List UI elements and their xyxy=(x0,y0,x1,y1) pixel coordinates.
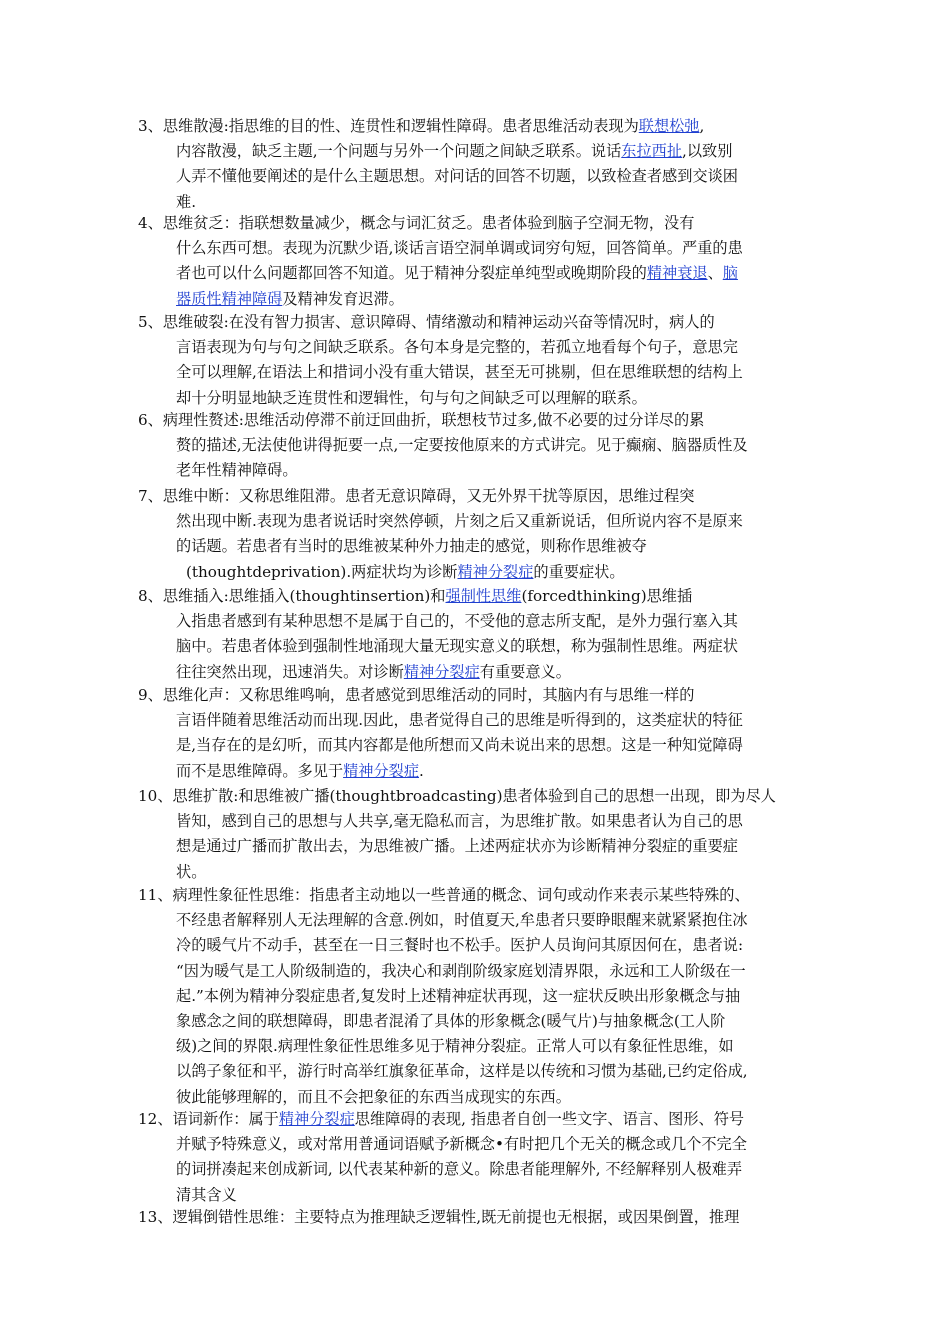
text-run: 的词拼凑起来创成新词, 以代表某种新的意义。除患者能理解外, 不经解释别人极难弄 xyxy=(176,1160,743,1179)
item-text-line xyxy=(138,733,828,758)
list-item xyxy=(138,584,828,685)
text-run: 有重要意义。 xyxy=(479,662,571,681)
term-link[interactable]: 强制性思维 xyxy=(445,587,522,605)
item-text-line xyxy=(138,959,828,984)
term-link[interactable]: 精神分裂症 xyxy=(457,562,534,581)
item-text-line xyxy=(138,261,828,286)
item-text-line xyxy=(138,509,828,534)
item-text-line xyxy=(138,139,828,164)
text-run: 9、思维化声：又称思维鸣响，患者感觉到思维活动的同时，其脑内有与思维一样的 xyxy=(138,686,695,704)
text-run: (thoughtdeprivation).两症状均为诊断 xyxy=(186,562,458,581)
text-run: 的话题。若患者有当时的思维被某种外力抽走的感觉，则称作思维被夺 xyxy=(176,537,647,556)
text-run: 6、病理性赘述:思维活动停滞不前迂回曲折，联想枝节过多,做不必要的过分详尽的累 xyxy=(138,411,705,429)
text-run: 却十分明显地缺乏连贯性和逻辑性，句与句之间缺乏可以理解的联系。 xyxy=(176,388,647,407)
text-run: 内容散漫，缺乏主题,一个问题与另外一个问题之间缺乏联系。说话 xyxy=(176,142,622,161)
item-heading-line xyxy=(138,1205,828,1230)
text-run: 入指患者感到有某种思想不是属于自己的，不受他的意志所支配，是外力强行塞入其 xyxy=(176,612,738,631)
item-text-line xyxy=(138,1183,828,1208)
text-run: 12、语词新作：属于 xyxy=(138,1110,279,1128)
item-text-line xyxy=(138,708,828,733)
text-run: . xyxy=(419,761,424,780)
item-text-line xyxy=(138,1157,828,1182)
text-run: 难. xyxy=(176,192,197,211)
text-run: 老年性精神障碍。 xyxy=(176,461,298,480)
text-run: 以鸽子象征和平，游行时高举红旗象征革命，这样是以传统和习惯为基础,已约定俗成, xyxy=(176,1062,748,1081)
text-run: 言语伴随着思维活动而出现.因此，患者觉得自己的思维是听得到的，这类症状的特征 xyxy=(176,711,743,730)
text-run: 状。 xyxy=(176,862,207,881)
text-run: 并赋予特殊意义，或对常用普通词语赋予新概念•有时把几个无关的概念或几个不完全 xyxy=(176,1135,747,1154)
text-run: 3、思维散漫:指思维的目的性、连贯性和逻辑性障碍。患者思维活动表现为 xyxy=(138,117,639,135)
list-item xyxy=(138,683,828,784)
list-item xyxy=(138,408,828,484)
text-run: 4、思维贫乏：指联想数量减少，概念与词汇贫乏。患者体验到脑子空洞无物，没有 xyxy=(138,214,695,232)
term-link[interactable]: 精神分裂症 xyxy=(343,761,419,780)
item-heading-line xyxy=(138,408,828,433)
term-link[interactable]: 精神衰退 xyxy=(646,264,708,283)
list-item xyxy=(138,484,828,585)
item-heading-line xyxy=(138,114,828,139)
text-run: 全可以理解,在语法上和措词小没有重大错误，甚至无可挑剔，但在思维联想的结构上 xyxy=(176,363,743,382)
text-run: 言语表现为句与句之间缺乏联系。各句本身是完整的，若孤立地看每个句子，意思完 xyxy=(176,338,738,357)
item-heading-line xyxy=(138,883,828,908)
item-heading-line xyxy=(138,1107,828,1132)
item-text-line xyxy=(138,236,828,261)
text-run: 想是通过广播而扩散出去，为思维被广播。上述两症状亦为诊断精神分裂症的重要症 xyxy=(176,837,738,856)
term-link[interactable]: 脑 xyxy=(722,264,738,283)
item-text-line xyxy=(138,908,828,933)
text-run: 、 xyxy=(707,264,723,283)
item-text-line xyxy=(138,560,828,585)
item-text-line xyxy=(138,386,828,411)
item-heading-line xyxy=(138,683,828,708)
item-text-line xyxy=(138,458,828,483)
term-link[interactable]: 精神分裂症 xyxy=(403,662,480,681)
text-run: 清其含义 xyxy=(176,1185,237,1204)
item-text-line xyxy=(138,860,828,885)
list-item xyxy=(138,784,828,885)
list-item xyxy=(138,1205,828,1230)
term-link[interactable]: 器质性精神障碍 xyxy=(176,289,283,308)
item-text-line xyxy=(138,335,828,360)
item-text-line xyxy=(138,1009,828,1034)
text-run: , xyxy=(699,117,705,135)
text-run: 脑中。若患者体验到强制性地涌现大量无现实意义的联想，称为强制性思维。两症状 xyxy=(176,637,738,656)
text-run: 及精神发育迟滞。 xyxy=(282,289,404,308)
item-text-line xyxy=(138,1132,828,1157)
text-run: 的重要症状。 xyxy=(533,562,625,581)
term-link[interactable]: 东拉西扯 xyxy=(621,142,683,161)
item-heading-line xyxy=(138,211,828,236)
list-item xyxy=(138,114,828,215)
text-run: 者也可以什么问题都回答不知道。见于精神分裂症单纯型或晚期阶段的 xyxy=(176,264,647,283)
list-item xyxy=(138,1107,828,1208)
text-run: 级)之间的界限.病理性象征性思维多见于精神分裂症。正常人可以有象征性思维，如 xyxy=(176,1037,734,1056)
item-text-line xyxy=(138,534,828,559)
text-run: “因为暖气是工人阶级制造的，我决心和剥削阶级家庭划清界限，永远和工人阶级在一 xyxy=(176,961,746,980)
item-text-line xyxy=(138,834,828,859)
text-run: 是,当存在的是幻听，而其内容都是他所想而又尚未说出来的思想。这是一种知觉障碍 xyxy=(176,736,743,755)
item-text-line xyxy=(138,433,828,458)
text-run: 彼此能够理解的，而且不会把象征的东西当成现实的东西。 xyxy=(176,1087,571,1106)
term-link[interactable]: 联想松弛 xyxy=(638,117,700,135)
text-run: 13、逻辑倒错性思维：主要特点为推理缺乏逻辑性,既无前提也无根据，或因果倒置，推理 xyxy=(138,1208,740,1226)
item-text-line xyxy=(138,984,828,1009)
item-text-line xyxy=(138,933,828,958)
item-text-line xyxy=(138,164,828,189)
item-text-line xyxy=(138,634,828,659)
text-run: 而不是思维障碍。多见于 xyxy=(176,761,344,780)
text-run: 思维障碍的表现, 指患者自创一些文字、语言、图形、符号 xyxy=(354,1110,745,1128)
text-run: 什么东西可想。表现为沉默少语,谈话言语空洞单调或词穷句短，回答简单。严重的患 xyxy=(176,239,743,258)
item-text-line xyxy=(138,287,828,312)
text-run: 10、思维扩散:和思维被广播(thoughtbroadcasting)患者体验到自己的思想一出现，即为尽人 xyxy=(138,787,776,805)
item-text-line xyxy=(138,1034,828,1059)
text-run: 皆知，感到自己的思想与人共享,毫无隐私而言，为思维扩散。如果患者认为自己的思 xyxy=(176,812,743,831)
text-run: ,以致别 xyxy=(682,142,733,161)
text-run: 人弄不懂他要阐述的是什么主题思想。对问话的回答不切题，以致检查者感到交谈困 xyxy=(176,167,738,186)
text-run: 起.”本例为精神分裂症患者,复发时上述精神症状再现，这一症状反映出形象概念与抽 xyxy=(176,986,741,1005)
list-item xyxy=(138,883,828,1110)
item-text-line xyxy=(138,609,828,634)
item-heading-line xyxy=(138,310,828,335)
text-run: 赘的描述,无法使他讲得扼要一点,一定要按他原来的方式讲完。见于癫痫、脑器质性及 xyxy=(176,436,748,455)
term-link[interactable]: 精神分裂症 xyxy=(278,1110,355,1128)
item-text-line xyxy=(138,809,828,834)
text-run: 8、思维插入:思维插入(thoughtinsertion)和 xyxy=(138,587,446,605)
item-text-line xyxy=(138,360,828,385)
text-run: 5、思维破裂:在没有智力损害、意识障碍、情绪激动和精神运动兴奋等情况时，病人的 xyxy=(138,313,715,331)
text-run: 7、思维中断：又称思维阻滞。患者无意识障碍，又无外界干扰等原因，思维过程突 xyxy=(138,487,695,505)
text-run: 象感念之间的联想障碍，即患者混淆了具体的形象概念(暖气片)与抽象概念(工人阶 xyxy=(176,1011,726,1030)
text-run: 然出现中断.表现为患者说话时突然停顿，片刻之后又重新说话，但所说内容不是原来 xyxy=(176,512,743,531)
list-item xyxy=(138,310,828,411)
item-text-line xyxy=(138,1085,828,1110)
item-heading-line xyxy=(138,784,828,809)
text-run: 11、病理性象征性思维：指患者主动地以一些普通的概念、词句或动作来表示某些特殊的、 xyxy=(138,886,750,904)
item-heading-line xyxy=(138,484,828,509)
text-run: 冷的暖气片不动手，甚至在一日三餐时也不松手。医护人员询问其原因何在，患者说: xyxy=(176,936,744,955)
list-item xyxy=(138,211,828,312)
text-run: 不经患者解释别人无法理解的含意.例如，时值夏天,牟患者只要睁眼醒来就紧紧抱住冰 xyxy=(176,911,748,930)
item-heading-line xyxy=(138,584,828,609)
item-text-line xyxy=(138,1059,828,1084)
text-run: 往往突然出现，迅速消失。对诊断 xyxy=(176,662,404,681)
text-run: (forcedthinking)思维插 xyxy=(521,587,693,605)
item-text-line xyxy=(138,660,828,685)
item-text-line xyxy=(138,759,828,784)
